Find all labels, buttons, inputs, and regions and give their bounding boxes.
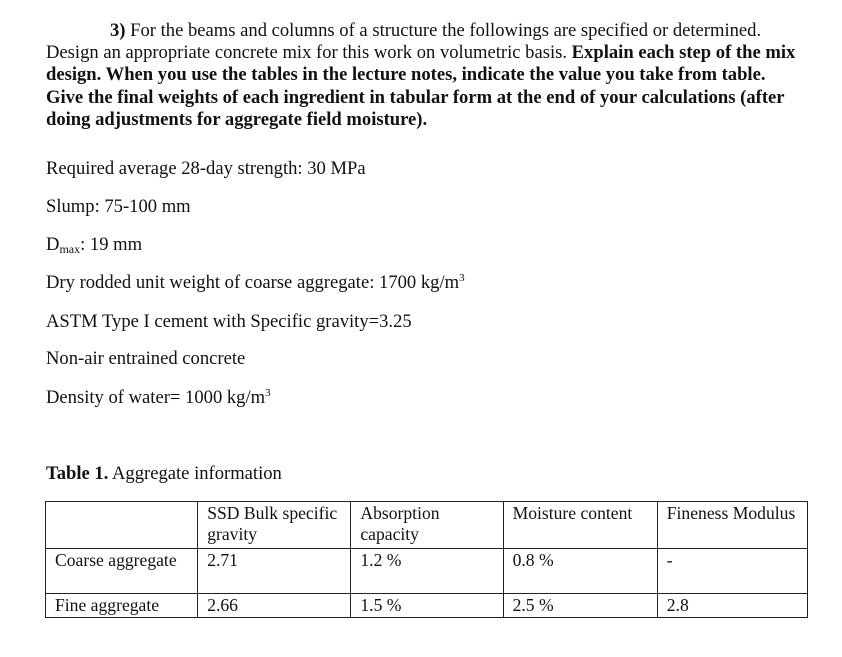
table-cell: 2.71 <box>198 549 351 594</box>
table-cell: - <box>657 549 807 594</box>
spec-unit-weight <box>46 272 465 294</box>
dmax-subscript: max <box>59 242 81 256</box>
unit-weight-text: Dry rodded unit weight of coarse aggregate: 1700 kg/m <box>46 272 460 293</box>
table-row <box>46 549 808 594</box>
dmax-value: : 19 mm <box>80 234 143 255</box>
aggregate-table <box>45 501 808 618</box>
header-cell-moisture: Moisture content <box>503 502 657 549</box>
table-cell: 1.2 % <box>351 549 503 594</box>
spec-water <box>46 387 271 409</box>
header-cell-blank <box>46 502 198 549</box>
spec-strength: Required average 28-day strength: 30 MPa <box>46 158 366 179</box>
spec-cement: ASTM Type I cement with Specific gravity=3.25 <box>46 311 412 332</box>
table-cell: 2.5 % <box>503 594 657 618</box>
unit-weight-sup: 3 <box>459 272 465 284</box>
header-cell-ssd: SSD Bulk specific gravity <box>198 502 351 549</box>
table-cell: Fine aggregate <box>46 594 198 618</box>
header-cell-absorption: Absorption capacity <box>351 502 503 549</box>
dmax-symbol: D <box>46 234 60 255</box>
question-first-line <box>46 20 806 131</box>
table-caption <box>46 463 282 485</box>
table-cell: Coarse aggregate <box>46 549 198 594</box>
spec-slump: Slump: 75-100 mm <box>46 196 191 217</box>
table-cell: 1.5 % <box>351 594 503 618</box>
question-paragraph <box>46 20 806 131</box>
water-text: Density of water= 1000 kg/m <box>46 387 266 408</box>
question-instruction: Explain each step of the mix design. When you use the tables in the lecture notes, indicate the value you take from table. Give the final weights of each ingredient in tabular form at the end of your calculations (after doing adjustments for aggregate field moisture). <box>46 42 796 130</box>
spec-air: Non-air entrained concrete <box>46 348 246 369</box>
table-cell: 0.8 % <box>503 549 657 594</box>
table-cell: 2.66 <box>198 594 351 618</box>
header-cell-fineness: Fineness Modulus <box>657 502 807 549</box>
spec-dmax <box>46 234 142 260</box>
question-intro: For the beams and columns of a structure the followings are specified or determined. Design an appropriate concrete mix for this work on volumetric basis. <box>46 20 762 64</box>
table-caption-label: Table 1. <box>46 463 109 484</box>
table-header-row <box>46 502 808 549</box>
water-sup: 3 <box>265 387 271 399</box>
question-number: 3) <box>110 20 126 41</box>
table-row <box>46 594 808 618</box>
table-cell: 2.8 <box>657 594 807 618</box>
table-caption-text: Aggregate information <box>108 463 282 484</box>
